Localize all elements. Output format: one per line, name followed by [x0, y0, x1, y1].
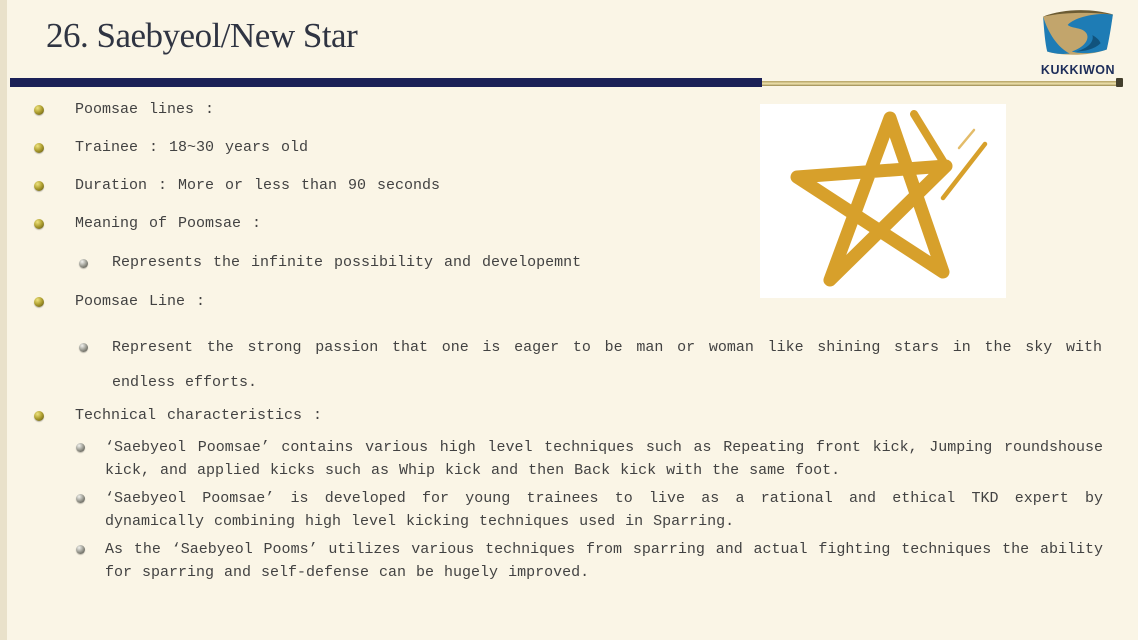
bullet-item-technical: [0, 408, 1138, 424]
silver-bullet-icon: [79, 343, 88, 352]
silver-bullet-icon: [76, 443, 85, 452]
bullet-text: Represents the infinite possibility and developemnt: [112, 254, 582, 271]
divider-navy-bar: [10, 78, 762, 87]
gold-bullet-icon: [34, 411, 44, 421]
subbullet-item-tech-1: [0, 436, 1138, 482]
divider-end-tip: [1116, 78, 1123, 87]
gold-bullet-icon: [34, 181, 44, 191]
kukkiwon-flag-icon: [1039, 43, 1117, 61]
bullet-text: Poomsae lines :: [75, 101, 215, 118]
kukkiwon-logo: [1030, 8, 1126, 77]
bullet-text: Represent the strong passion that one is eager to be man or woman like shining stars in the sky with endless efforts.: [112, 339, 1102, 391]
bullet-text: Duration : More or less than 90 seconds: [75, 177, 441, 194]
bullet-text: Meaning of Poomsae :: [75, 215, 262, 232]
silver-bullet-icon: [76, 545, 85, 554]
bullet-item-poomsae-line: [0, 294, 1138, 310]
subbullet-item-meaning-detail: [0, 255, 1138, 271]
bullet-text: Trainee : 18~30 years old: [75, 139, 309, 156]
kukkiwon-logo-text: KUKKIWON: [1040, 63, 1116, 77]
silver-bullet-icon: [76, 494, 85, 503]
bullet-list: [0, 94, 1138, 584]
bullet-text: As the ‘Saebyeol Pooms’ utilizes various techniques from sparring and actual fighting techniques the ability for sparring and self-defense can be hugely improved.: [105, 541, 1103, 581]
subbullet-item-tech-3: [0, 538, 1138, 584]
bullet-item-meaning: [0, 216, 1138, 232]
gold-bullet-icon: [34, 219, 44, 229]
bullet-item-trainee: [0, 140, 1138, 156]
bullet-text: Poomsae Line :: [75, 293, 206, 310]
subbullet-item-tech-2: [0, 487, 1138, 533]
bullet-text: ‘Saebyeol Poomsae’ is developed for young trainees to live as a rational and ethical TKD expert by dynamically combining high level kicking techniques used in Sparring.: [105, 490, 1103, 530]
divider-gold-line: [762, 81, 1118, 86]
gold-bullet-icon: [34, 297, 44, 307]
gold-bullet-icon: [34, 143, 44, 153]
subbullet-item-line-detail: [0, 330, 1138, 400]
bullet-item-poomsae-lines: [0, 102, 1138, 118]
silver-bullet-icon: [79, 259, 88, 268]
bullet-item-duration: [0, 178, 1138, 194]
slide-title: 26. Saebyeol/New Star: [46, 16, 358, 55]
gold-bullet-icon: [34, 105, 44, 115]
bullet-text: ‘Saebyeol Poomsae’ contains various high level techniques such as Repeating front kick, Jumping roundshouse kick, and applied kicks such as Whip kick and then Back kick with the same foot.: [105, 439, 1103, 479]
bullet-text: Technical characteristics :: [75, 407, 323, 424]
